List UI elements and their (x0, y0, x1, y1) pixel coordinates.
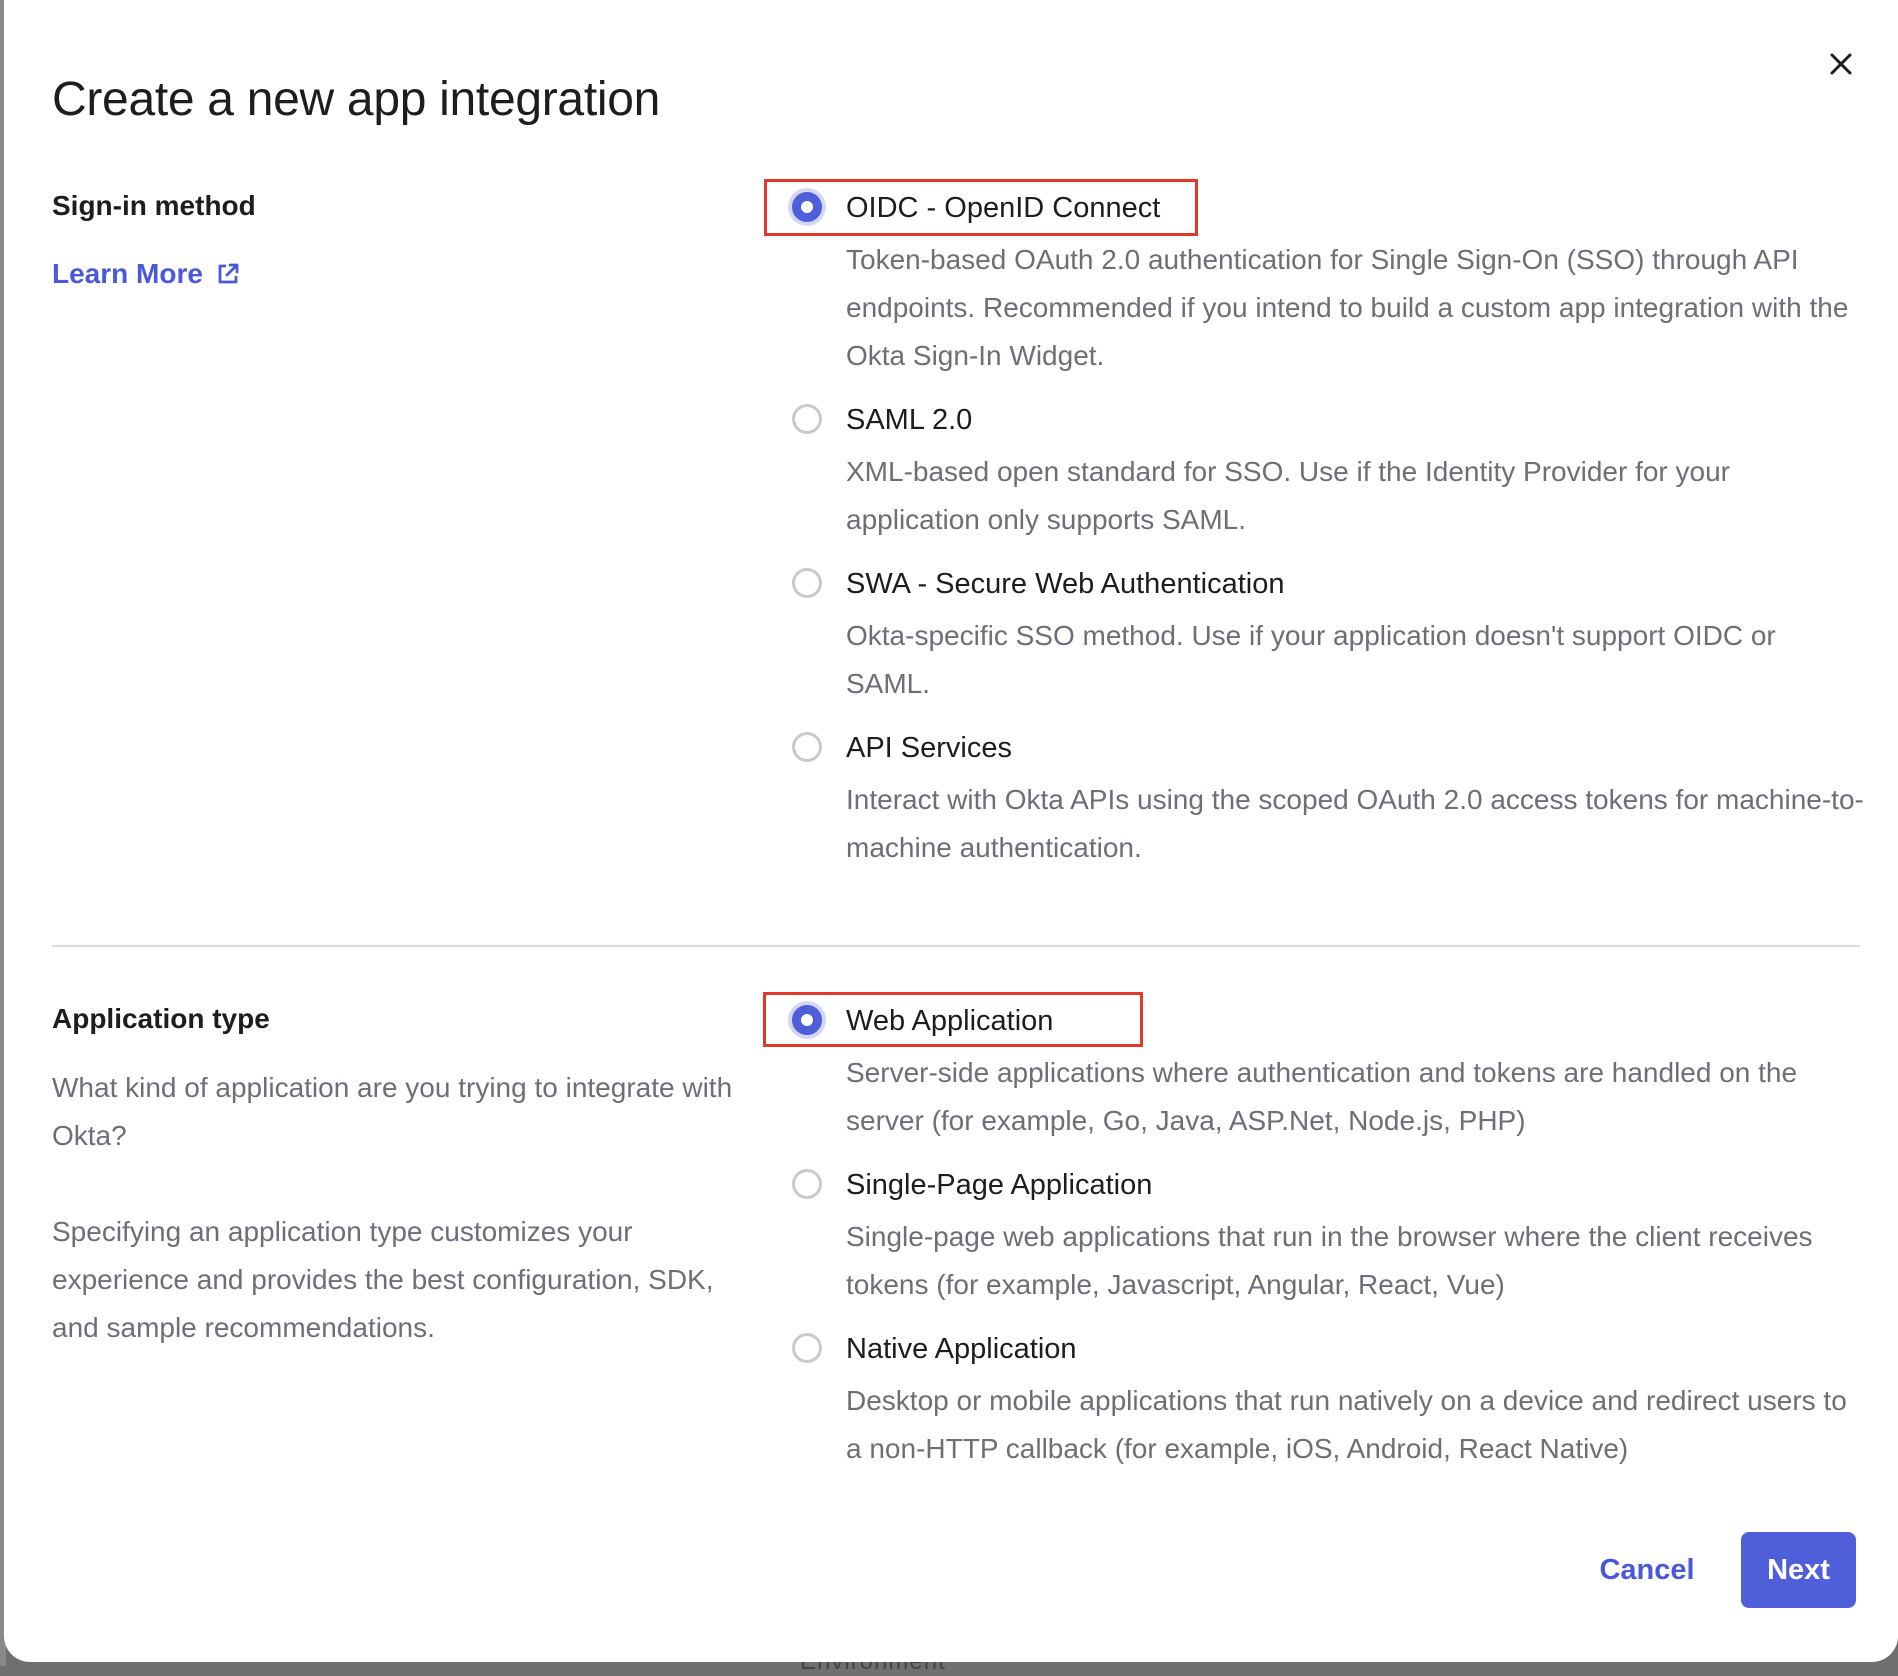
app-type-option-web (784, 1001, 1864, 1165)
option-description: Desktop or mobile applications that run natively on a device and redirect users to a non-HTTP callback (for example, iOS, Android, React Native) (846, 1385, 1847, 1464)
radio-web-application[interactable] (792, 1005, 822, 1035)
cancel-button[interactable]: Cancel (1599, 1553, 1695, 1586)
radio-saml[interactable] (792, 404, 822, 434)
learn-more-label: Learn More (52, 258, 203, 289)
app-type-option-native (784, 1329, 1864, 1493)
application-type-helper-secondary: Specifying an application type customizes your experience and provides the best configuration, SDK, and sample recommendations. (52, 1216, 714, 1343)
sign-in-option-api-services (784, 728, 1864, 892)
sign-in-option-swa (784, 564, 1864, 728)
option-label[interactable]: OIDC - OpenID Connect (846, 192, 1161, 224)
option-label[interactable]: API Services (846, 732, 1012, 764)
radio-oidc[interactable] (792, 192, 822, 222)
sign-in-option-saml (784, 400, 1864, 564)
create-app-integration-dialog (4, 0, 1898, 1662)
next-button[interactable]: Next (1741, 1532, 1856, 1608)
radio-single-page-application[interactable] (792, 1169, 822, 1199)
section-divider (52, 945, 1860, 947)
option-label[interactable]: Native Application (846, 1333, 1077, 1365)
sign-in-method-label: Sign-in method (52, 190, 256, 221)
application-type-options (784, 1001, 1864, 1493)
option-description: Server-side applications where authentication and tokens are handled on the server (for example, Go, Java, ASP.Net, Node.js, PHP) (846, 1057, 1798, 1136)
option-description: XML-based open standard for SSO. Use if the Identity Provider for your application only supports SAML. (846, 456, 1730, 535)
option-label[interactable]: Web Application (846, 1005, 1054, 1037)
sign-in-option-oidc (784, 188, 1864, 400)
option-label[interactable]: SWA - Secure Web Authentication (846, 568, 1285, 600)
option-description: Okta-specific SSO method. Use if your application doesn't support OIDC or SAML. (846, 620, 1776, 699)
option-label[interactable]: Single-Page Application (846, 1169, 1153, 1201)
option-description: Interact with Okta APIs using the scoped OAuth 2.0 access tokens for machine-to-machine authentication. (846, 784, 1864, 863)
radio-native-application[interactable] (792, 1333, 822, 1363)
learn-more-link[interactable] (52, 258, 241, 290)
external-link-icon (215, 261, 241, 287)
close-button[interactable] (1819, 42, 1863, 86)
close-icon (1829, 52, 1853, 76)
option-description: Single-page web applications that run in the browser where the client receives tokens (for example, Javascript, Angular, React, Vue) (846, 1221, 1813, 1300)
option-label[interactable]: SAML 2.0 (846, 404, 973, 436)
radio-swa[interactable] (792, 568, 822, 598)
application-type-helper: What kind of application are you trying to integrate with Okta? (52, 1072, 733, 1151)
radio-api-services[interactable] (792, 732, 822, 762)
dialog-title: Create a new app integration (52, 73, 661, 126)
option-description: Token-based OAuth 2.0 authentication for Single Sign-On (SSO) through API endpoints. Recommended if you intend to build a custom app integration with the Okta Sign-In Widget. (846, 244, 1849, 371)
sign-in-method-options (784, 188, 1864, 892)
app-type-option-spa (784, 1165, 1864, 1329)
application-type-label: Application type (52, 1003, 270, 1034)
